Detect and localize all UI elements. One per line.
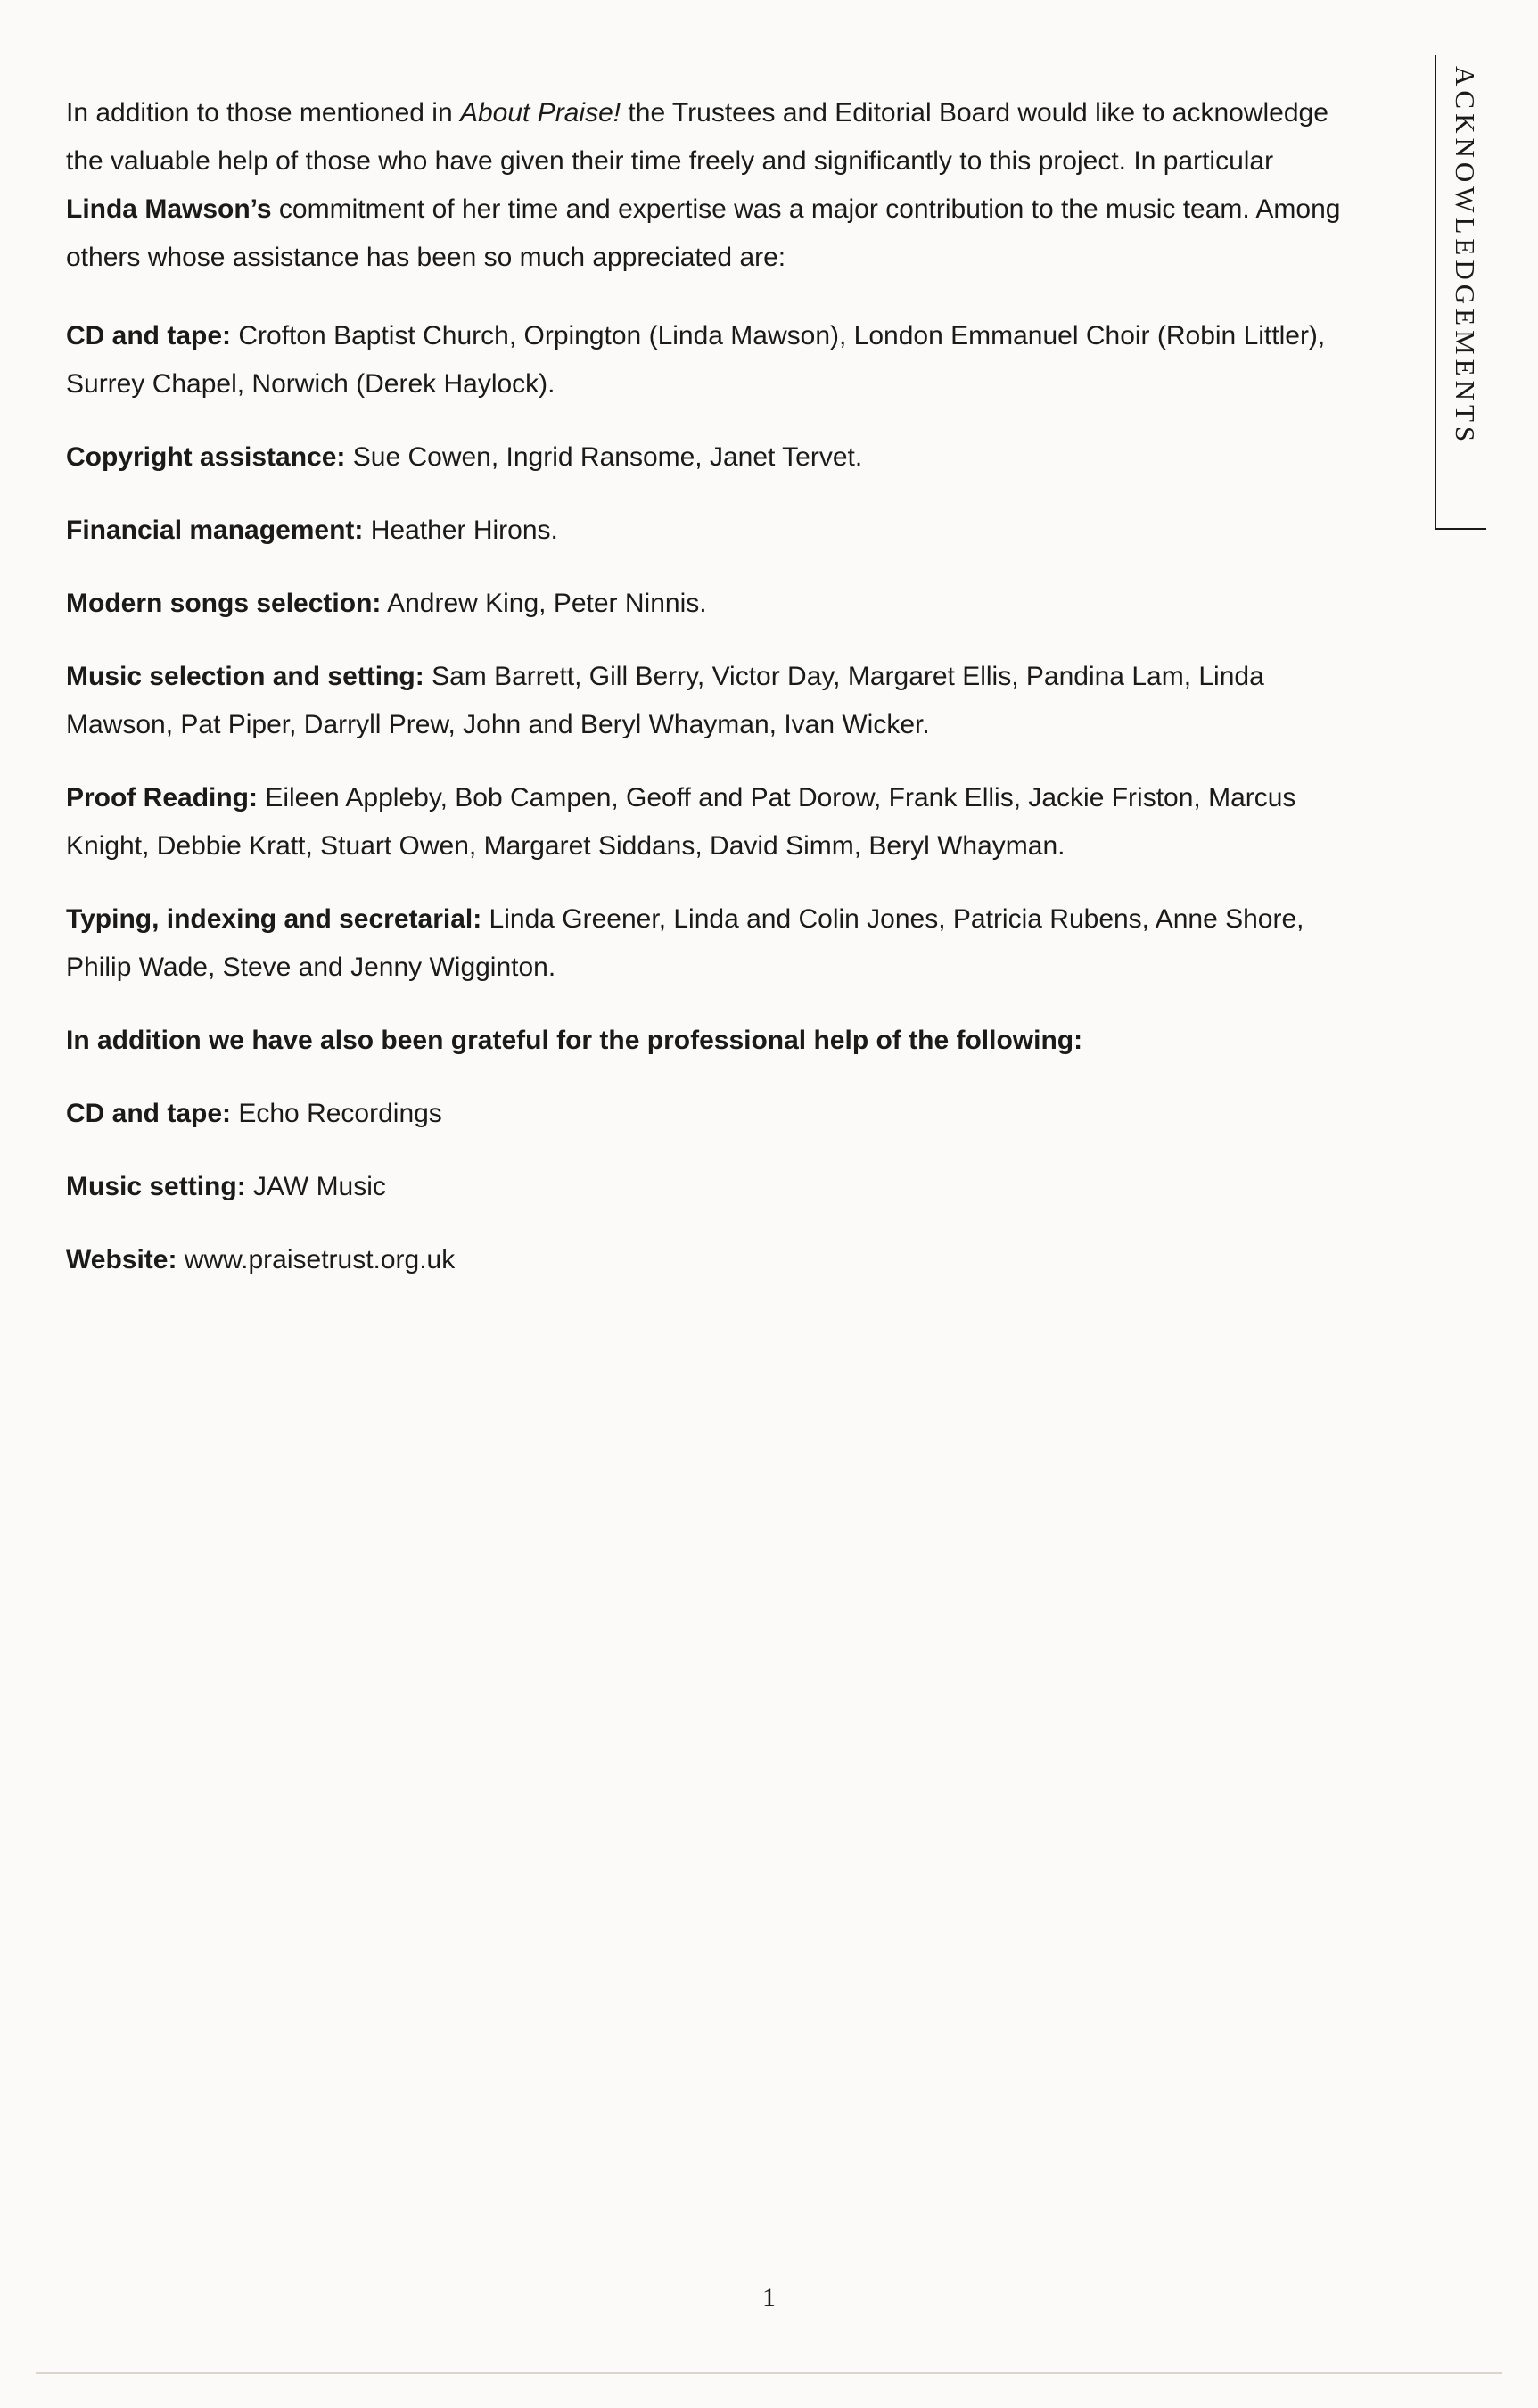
professional-cd-tape	[66, 1090, 1350, 1138]
page-number: 1	[762, 2283, 776, 2313]
intro-paragraph	[66, 89, 1350, 282]
section-label: Modern songs selection:	[66, 589, 382, 618]
professional-heading-text: In addition we have also been grateful for the professional help of the following:	[66, 1026, 1083, 1055]
section-music-selection	[66, 653, 1350, 749]
section-modern-songs	[66, 580, 1350, 628]
side-heading-text: ACKNOWLEDGEMENTS	[1450, 66, 1481, 447]
section-proof-reading	[66, 774, 1350, 870]
section-text: Linda Greener, Linda and Colin Jones, Patricia Rubens, Anne Shore, Philip Wade, Steve and Jenny Wigginton.	[66, 904, 1304, 982]
section-text: Crofton Baptist Church, Orpington (Linda Mawson), London Emmanuel Choir (Robin Littler), Surrey Chapel, Norwich (Derek Haylock).	[66, 321, 1326, 399]
section-label: Typing, indexing and secretarial:	[66, 904, 482, 934]
section-label: CD and tape:	[66, 1099, 232, 1128]
intro-text-end: commitment of her time and expertise was a major contribution to the music team. Among others whose assistance has been so much appreciated are:	[66, 194, 1341, 272]
section-copyright	[66, 433, 1350, 482]
section-text: www.praisetrust.org.uk	[177, 1245, 456, 1274]
side-heading	[1435, 55, 1486, 530]
highlight-name: Linda Mawson’s	[66, 194, 272, 224]
section-text: Sue Cowen, Ingrid Ransome, Janet Tervet.	[345, 442, 863, 472]
acknowledgements-body	[66, 89, 1350, 1309]
professional-website	[66, 1236, 1350, 1284]
section-typing	[66, 895, 1350, 992]
section-label: Music setting:	[66, 1172, 246, 1201]
section-label: Financial management:	[66, 515, 364, 545]
professional-heading	[66, 1017, 1350, 1065]
section-label: Music selection and setting:	[66, 662, 424, 691]
section-label: Copyright assistance:	[66, 442, 346, 472]
section-financial	[66, 507, 1350, 555]
section-text: Heather Hirons.	[363, 515, 558, 545]
intro-text-middle: the Trustees and Editorial Board would like to acknowledge the valuable help of those who have given their time freely and significantly to this project. In particular	[66, 98, 1328, 176]
bottom-rule	[36, 2372, 1502, 2374]
section-text: Echo Recordings	[231, 1099, 442, 1128]
professional-music-setting	[66, 1163, 1350, 1211]
section-cd-tape	[66, 312, 1350, 408]
section-text: JAW Music	[245, 1172, 386, 1201]
book-title: About Praise!	[459, 98, 621, 128]
section-text: Andrew King, Peter Ninnis.	[381, 589, 707, 618]
section-label: CD and tape:	[66, 321, 232, 350]
section-label: Website:	[66, 1245, 177, 1274]
section-label: Proof Reading:	[66, 783, 258, 812]
section-text: Sam Barrett, Gill Berry, Victor Day, Margaret Ellis, Pandina Lam, Linda Mawson, Pat Piper, Darryll Prew, John and Beryl Whayman, Ivan Wicker.	[66, 662, 1264, 739]
section-text: Eileen Appleby, Bob Campen, Geoff and Pat Dorow, Frank Ellis, Jackie Friston, Marcus Knight, Debbie Kratt, Stuart Owen, Margaret Siddans, David Simm, Beryl Whayman.	[66, 783, 1296, 861]
intro-text-start: In addition to those mentioned in	[66, 98, 460, 128]
